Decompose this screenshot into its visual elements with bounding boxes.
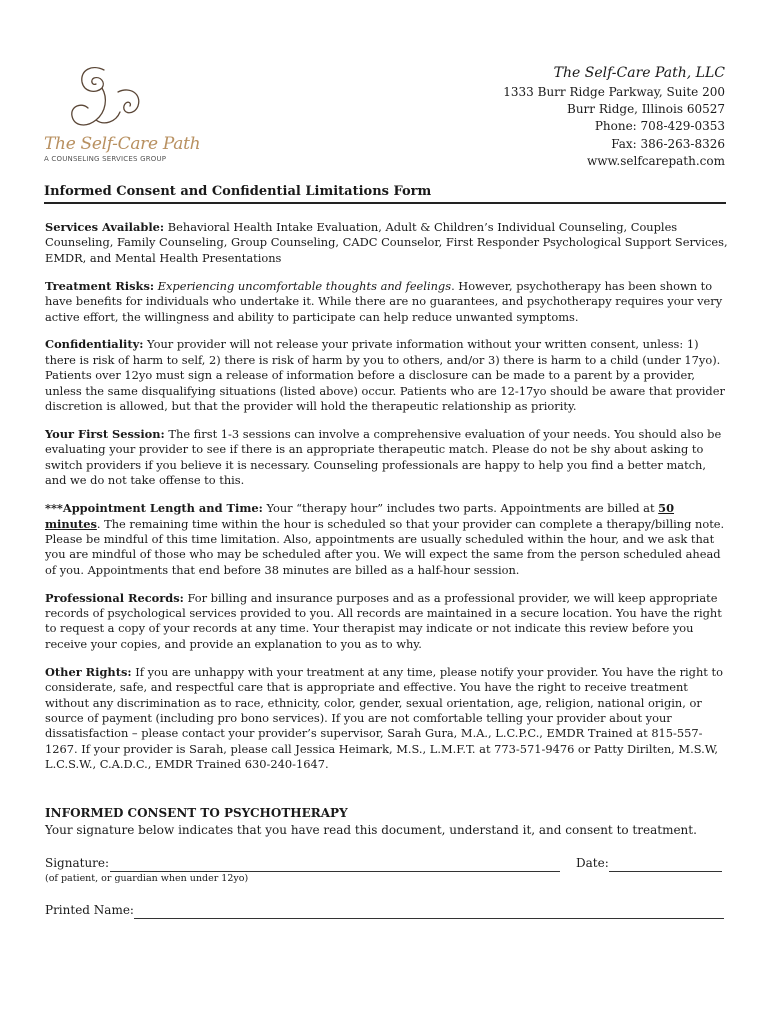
- services-label: Services Available:: [45, 220, 165, 234]
- logo-tagline: A COUNSELING SERVICES GROUP: [44, 155, 167, 163]
- appointment-duration: 50 minutes: [45, 501, 675, 531]
- company-name: The Self-Care Path, LLC: [553, 65, 725, 81]
- consent-heading: INFORMED CONSENT TO PSYCHOTHERAPY: [45, 806, 348, 820]
- consent-statement: Your signature below indicates that you have read this document, understand it, and consent to treatment.: [45, 823, 697, 837]
- confidentiality-paragraph: [45, 337, 730, 414]
- services-text: Behavioral Health Intake Evaluation, Adult & Children’s Individual Counseling, Couples Counseling, Family Counseling, Group Counseling, CADC Counselor, First Responder Psychological Support Services, EMDR, and Mental Health Presentations: [45, 220, 728, 265]
- rights-text: If you are unhappy with your treatment at any time, please notify your provider. You have the right to considerate, safe, and respectful care that is appropriate and effective. You have the right to receive treatment without any discrimination as to race, ethnicity, color, gender, sexual orientation, age, religion, national origin, or source of payment (including pro bono services). If you are not comfortable telling your provider about your dissatisfaction – please contact your provider’s supervisor, Sarah Gura, M.A., L.C.P.C., EMDR Trained at 815-557-1267. If your provider is Sarah, please call Jessica Heimark, M.S., L.M.F.T. at 773-571-9476 or Patty Dirilten, M.S.W, L.C.S.W., C.A.D.C., EMDR Trained 630-240-1647.: [45, 664, 723, 772]
- logo-wordmark: The Self-Care Path: [44, 134, 201, 154]
- logo-swirl-upper: [82, 68, 104, 92]
- logo-swirl-right: [118, 90, 139, 113]
- form-title: Informed Consent and Confidential Limitations Form: [44, 184, 432, 199]
- services-paragraph: [45, 220, 730, 266]
- signature-field[interactable]: [110, 871, 560, 872]
- company-address-line2: Burr Ridge, Illinois 60527: [567, 102, 725, 117]
- appointment-paragraph: [45, 501, 730, 578]
- printed-name-label: Printed Name:: [45, 903, 134, 917]
- rights-label: Other Rights:: [45, 664, 132, 679]
- date-label: Date:: [576, 856, 609, 870]
- company-address-line1: 1333 Burr Ridge Parkway, Suite 200: [503, 85, 725, 99]
- records-text: For billing and insurance purposes and as a professional provider, we will keep appropriate records of psychological services provided to you. All records are maintained in a secure location. You have the right to request a copy of your records at any time. Your therapist may indicate or not indicate this review before you receive your copies, and provide an explanation to you as to why.: [45, 590, 722, 651]
- risks-label: Treatment Risks:: [45, 278, 155, 293]
- appointment-label: ***Appointment Length and Time:: [45, 501, 263, 516]
- appointment-text-after: . The remaining time within the hour is scheduled so that your provider can complete a therapy/billing note. Please be mindful of this time limitation. Also, appointments are usually scheduled within the hour, and we ask that you are mindful of those who may be scheduled after you. We will expect the same from the person scheduled ahead of you. Appointments that end before 38 minutes are billed as a half-hour session.: [45, 516, 725, 577]
- company-info: [503, 62, 725, 170]
- confidentiality-label: Confidentiality:: [45, 337, 144, 352]
- company-phone: Phone: 708-429-0353: [594, 119, 725, 134]
- records-label: Professional Records:: [45, 590, 184, 605]
- first-session-paragraph: [45, 427, 730, 489]
- risks-italic-text: Experiencing uncomfortable thoughts and feelings: [154, 278, 452, 293]
- company-fax: Fax: 386-263-8326: [611, 136, 725, 151]
- first-session-text: The first 1-3 sessions can involve a comprehensive evaluation of your needs. You should also be evaluating your provider to see if there is an appropriate therapeutic match. Please do not be shy about asking to switch providers if you believe it is necessary. Counseling professionals are happy to help you find a better match, and we do not take offense to this.: [45, 426, 722, 488]
- printed-name-field[interactable]: [134, 918, 724, 919]
- rights-paragraph: [45, 665, 730, 773]
- company-website: www.selfcarepath.com: [587, 153, 725, 168]
- date-field[interactable]: [609, 871, 722, 872]
- appointment-text-before: Your “therapy hour” includes two parts. Appointments are billed at: [262, 501, 659, 516]
- signature-note: (of patient, or guardian when under 12yo): [45, 873, 249, 884]
- confidentiality-text: Your provider will not release your private information without your written consent, unless: 1) there is risk of harm to self, 2) there is risk of harm by you to others, and/or 3) there is harm to a child (under 17yo). Patients over 12yo must sign a release of information before a disclosure can be made to a parent by a provider, unless the same disqualifying situations (listed above) occur. Patients who are 12-17yo should be aware that provider discretion is allowed, but that the provider will hold the therapeutic relationship as priority.: [45, 337, 725, 414]
- form-body: [45, 220, 730, 785]
- records-paragraph: [45, 591, 730, 653]
- first-session-label: Your First Session:: [45, 426, 165, 441]
- logo-swirl-main: [72, 88, 106, 125]
- risks-paragraph: [45, 279, 730, 325]
- title-divider: [44, 202, 726, 204]
- signature-label: Signature:: [45, 856, 110, 870]
- risks-text: . However, psychotherapy has been shown to have benefits for individuals who undertake it. While there are no guarantees, and psychotherapy requires your very active effort, the willingness and ability to participate can help reduce unwanted symptoms.: [45, 278, 723, 324]
